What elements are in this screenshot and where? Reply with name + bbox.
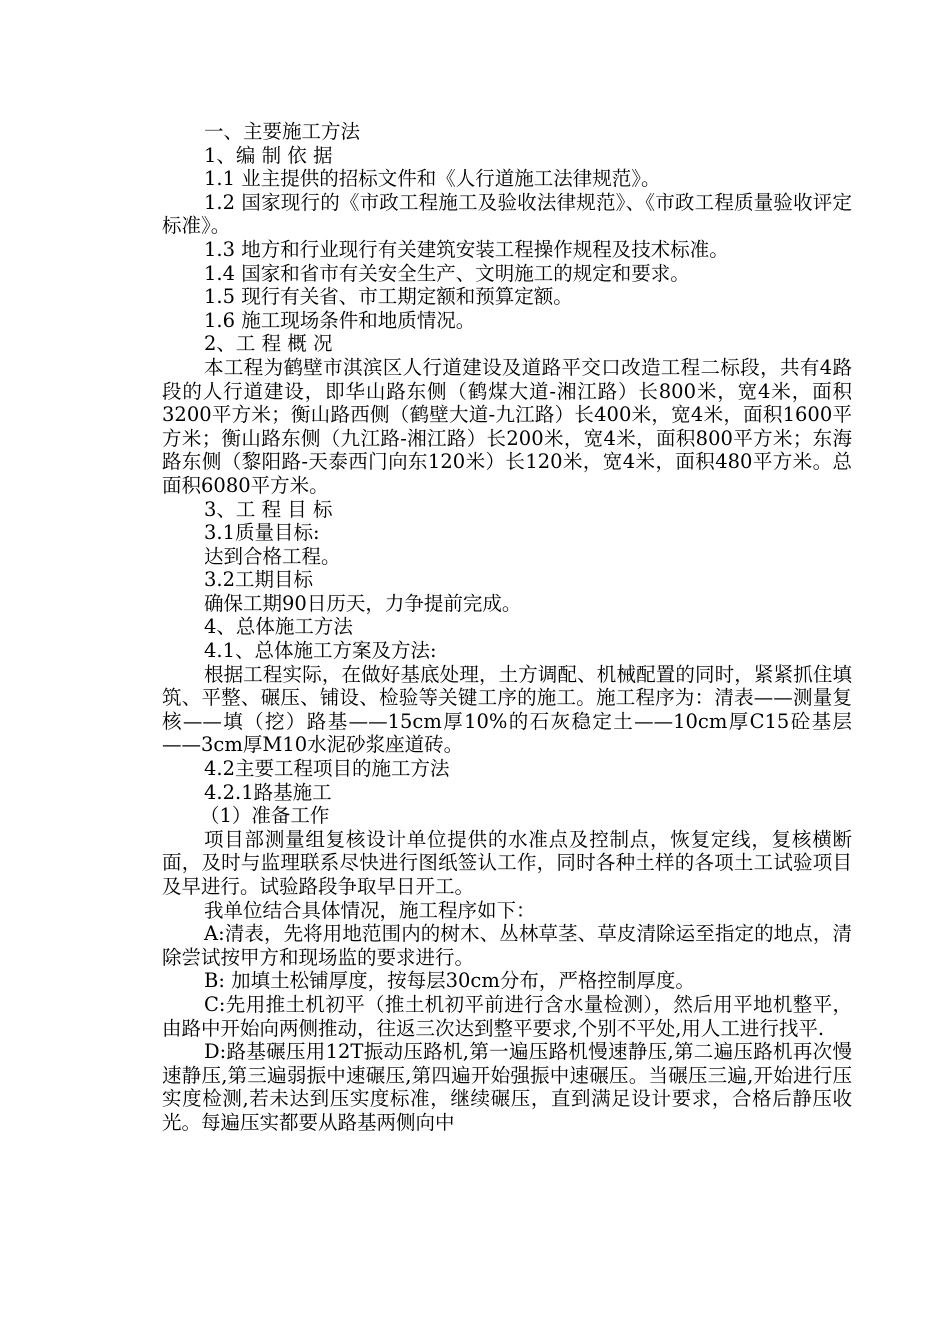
paragraph: 3.1质量目标: [204,521,320,545]
paragraph: C:先用推土机初平（推土机初平前进行含水量检测），然后用平地机整平，由路中开始向两侧推动，往返三次达到整平要求,个别不平处,用人工进行找平. [162,992,852,1040]
paragraph: 项目部测量组复核设计单位提供的水准点及控制点，恢复定线，复核横断面，及时与监理联系尽快进行图纸签认工作，同时各种土样的各项土工试验项目及早进行。试验路段争取早日开工。 [162,827,852,898]
paragraph: 1.3 地方和行业现行有关建筑安装工程操作规程及技术标准。 [204,237,729,261]
document-body [162,120,852,1135]
subsection-heading: 3、工 程 目 标 [204,497,333,521]
paragraph: 1.1 业主提供的招标文件和《人行道施工法律规范》。 [204,167,661,191]
paragraph: 1.5 现行有关省、市工期定额和预算定额。 [204,285,573,309]
paragraph: 1.6 施工现场条件和地质情况。 [204,308,476,332]
paragraph: 1.4 国家和省市有关安全生产、文明施工的规定和要求。 [204,261,690,285]
paragraph: （1）准备工作 [200,804,330,828]
paragraph: 达到合格工程。 [204,544,341,568]
paragraph: 我单位结合具体情况，施工程序如下： [204,898,536,922]
paragraph: 本工程为鹤壁市淇滨区人行道建设及道路平交口改造工程二标段，共有4路段的人行道建设，即华山路东侧（鹤煤大道-湘江路）长800米，宽4米，面积3200平方米；衡山路西侧（鹤壁大道-九江路）长400米，宽4米，面积1600平方米；衡山路东侧（九江路-湘江路）长200米，宽4米，面积800平方米；东海路东侧（黎阳路-天泰西门向东120米）长120米，宽4米，面积480平方米。总面积6080平方米。 [162,355,852,497]
paragraph: 4.1、总体施工方案及方法: [204,639,437,663]
paragraph: 1.2 国家现行的《市政工程施工及验收法律规范》、《市政工程质量验收评定标准》。 [162,190,852,238]
paragraph: A:清表，先将用地范围内的树木、丛林草茎、草皮清除运至指定的地点，清除尝试按甲方和现场监的要求进行。 [162,922,852,969]
paragraph: 3.2工期目标 [204,568,314,592]
section-heading: 一、主要施工方法 [204,120,361,143]
paragraph: B: 加填土松铺厚度，按每层30cm分布，严格控制厚度。 [204,969,695,993]
paragraph: 确保工期90日历天，力争提前完成。 [204,591,522,615]
subsection-heading: 4、总体施工方法 [204,615,353,639]
paragraph: 4.2.1路基施工 [204,780,332,804]
paragraph: 4.2主要工程项目的施工方法 [204,757,450,781]
paragraph: D:路基碾压用12T振动压路机,第一遍压路机慢速静压,第二遍压路机再次慢速静压,第三遍弱振中速碾压,第四遍开始强振中速碾压。当碾压三遍,开始进行压实度检测,若未达到压实度标准，继续碾压，直到满足设计要求，合格后静压收光。每遍压实都要从路基两侧向中 [162,1040,852,1134]
subsection-heading: 1、编 制 依 据 [204,143,333,167]
paragraph: 根据工程实际，在做好基底处理，土方调配、机械配置的同时，紧紧抓住填筑、平整、碾压、铺设、检验等关键工序的施工。施工程序为：清表——测量复核——填（挖）路基——15cm厚10%的石灰稳定土——10cm厚C15砼基层——3cm厚M10水泥砂浆座道砖。 [162,662,852,757]
subsection-heading: 2、工 程 概 况 [204,332,333,356]
